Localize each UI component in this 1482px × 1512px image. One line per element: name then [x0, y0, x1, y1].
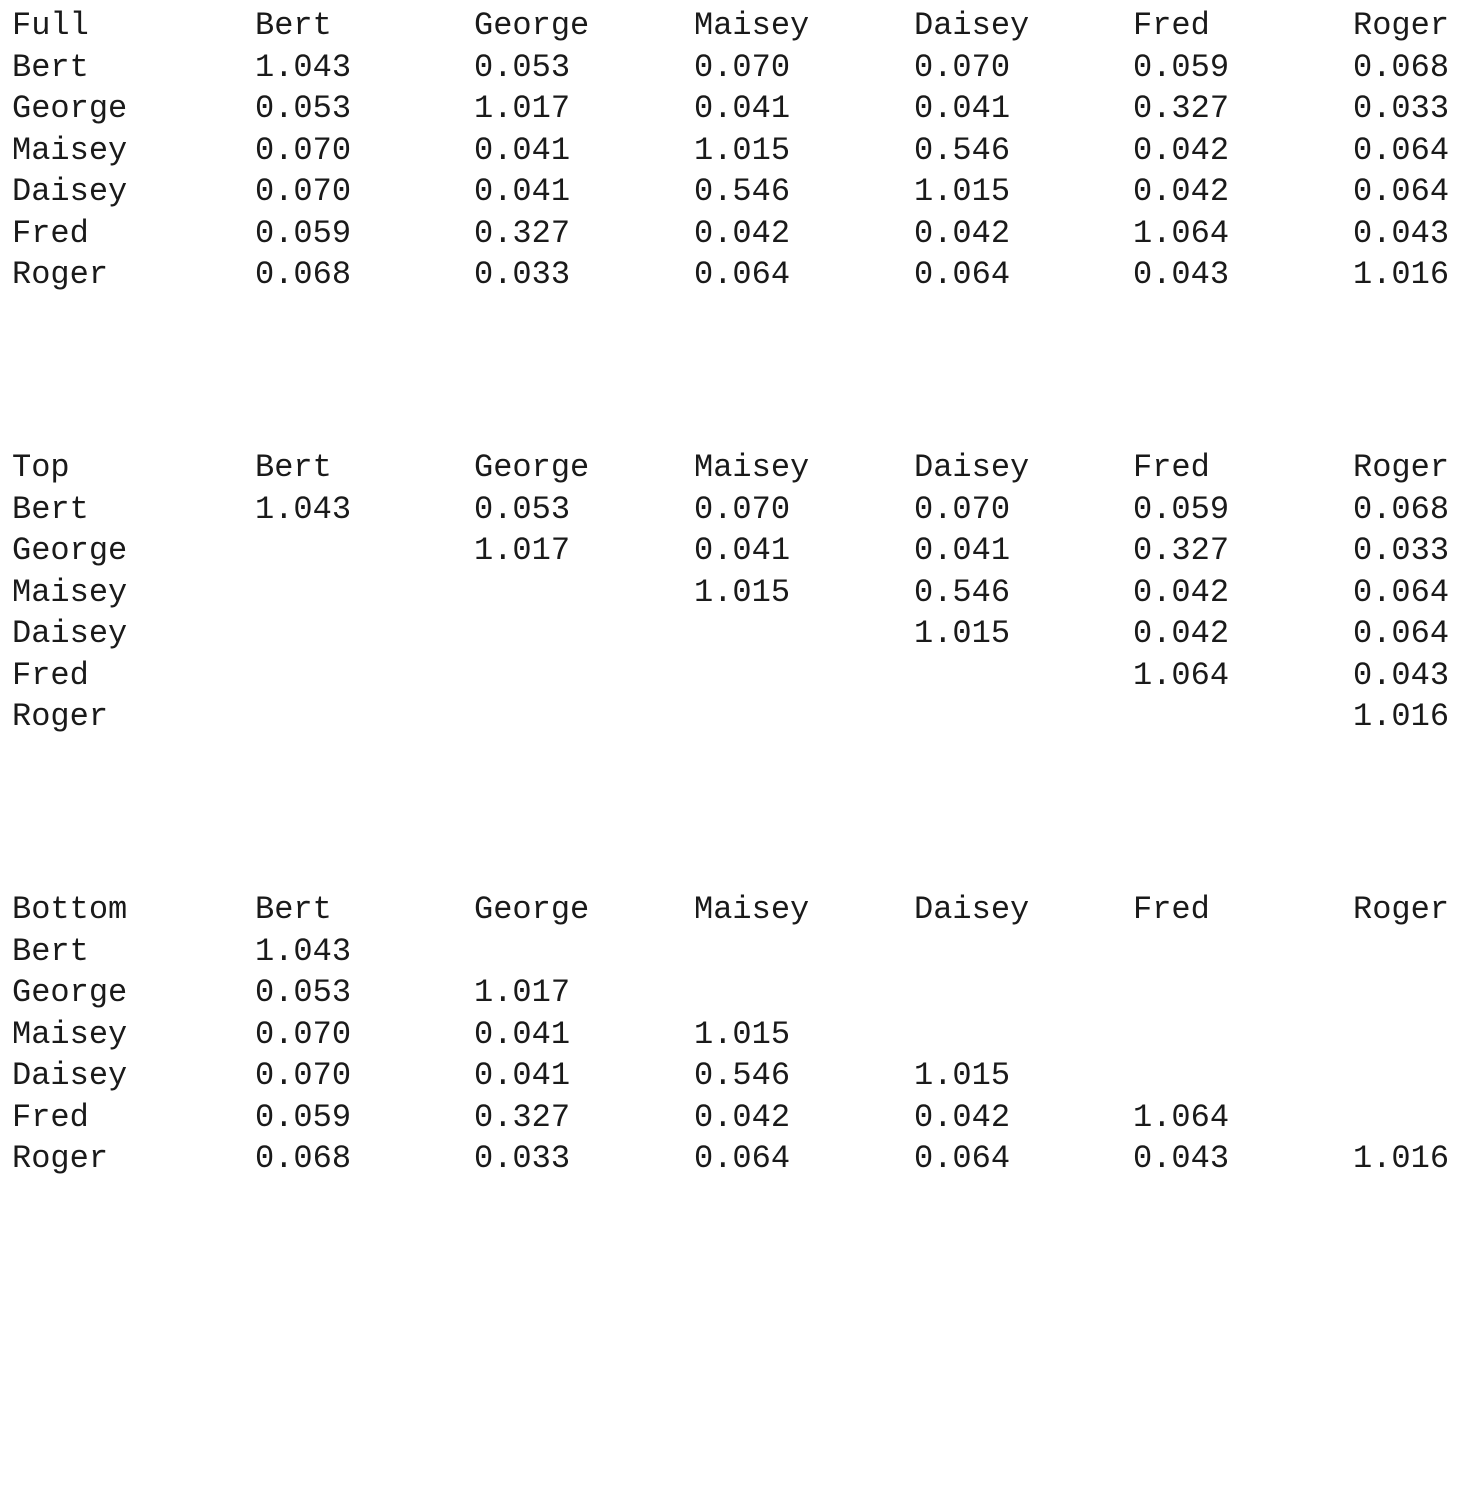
table-cell: 0.041	[474, 1057, 571, 1094]
table-cell: 0.064	[1353, 573, 1450, 611]
table-cell: 1.015	[914, 615, 1011, 652]
table-cell: 0.043	[1133, 1140, 1230, 1177]
table-cell: 0.070	[694, 48, 791, 86]
table-cell: 1.017	[474, 974, 571, 1011]
table-cell: 0.033	[474, 1140, 571, 1177]
table-cell: 0.041	[474, 173, 571, 210]
column-header: George	[474, 891, 590, 928]
table-cell: 0.042	[694, 214, 791, 252]
column-header: Bert	[255, 891, 332, 928]
table-cell: 0.546	[694, 173, 791, 210]
table-cell: 0.546	[914, 131, 1011, 169]
table-cell: 1.017	[474, 532, 571, 569]
table-cell: 0.043	[1133, 256, 1230, 293]
header-row	[12, 889, 1450, 931]
table-cell: 1.015	[694, 573, 791, 611]
table-cell: 1.015	[694, 131, 791, 169]
table-row	[12, 130, 1450, 172]
table-cell: 0.053	[255, 974, 352, 1011]
table-cell: 0.068	[255, 256, 352, 293]
table-cell: 0.059	[255, 1098, 352, 1136]
table-row	[12, 613, 1450, 655]
table-cell: 0.053	[474, 48, 571, 86]
table-cell: 0.070	[255, 1057, 352, 1094]
matrix-title: Full	[12, 7, 89, 44]
table-cell: 1.016	[1353, 256, 1450, 293]
row-label: Daisey	[12, 1057, 128, 1094]
table-cell: 1.043	[255, 932, 352, 970]
table-row	[12, 489, 1450, 531]
table-cell: 0.327	[1133, 532, 1230, 569]
table-cell: 0.546	[694, 1057, 791, 1094]
column-header: Maisey	[694, 891, 810, 928]
column-header: Bert	[255, 7, 332, 44]
table-cell: 0.042	[1133, 615, 1230, 652]
table-cell: 0.033	[474, 256, 571, 293]
table-cell: 0.064	[914, 1140, 1011, 1177]
table-cell: 0.070	[914, 490, 1011, 528]
table-cell: 0.070	[255, 1015, 352, 1053]
table-cell: 0.042	[694, 1098, 791, 1136]
row-label: Bert	[12, 48, 89, 86]
table-cell: 0.070	[694, 490, 791, 528]
table-cell: 0.059	[255, 214, 352, 252]
table-cell: 0.042	[914, 214, 1011, 252]
table-cell: 1.016	[1353, 698, 1450, 735]
table-cell: 0.070	[255, 131, 352, 169]
table-cell: 0.041	[914, 532, 1011, 569]
matrix-bottom	[12, 889, 1450, 1180]
column-header: George	[474, 7, 590, 44]
table-cell: 0.064	[694, 256, 791, 293]
table-cell: 0.033	[1353, 532, 1450, 569]
table-cell: 0.327	[474, 1098, 571, 1136]
table-cell: 0.042	[914, 1098, 1011, 1136]
table-cell: 1.064	[1133, 656, 1230, 694]
table-cell: 0.327	[1133, 90, 1230, 127]
table-cell: 0.064	[1353, 131, 1450, 169]
table-cell: 1.064	[1133, 214, 1230, 252]
table-row	[12, 88, 1450, 130]
table-cell: 1.017	[474, 90, 571, 127]
row-label: Daisey	[12, 173, 128, 210]
table-cell: 0.033	[1353, 90, 1450, 127]
table-cell: 0.064	[694, 1140, 791, 1177]
table-row	[12, 1138, 1450, 1180]
table-row	[12, 931, 352, 973]
table-row	[12, 1055, 1011, 1097]
header-row	[12, 447, 1450, 489]
column-header: Roger	[1353, 449, 1450, 486]
table-cell: 0.041	[474, 1015, 571, 1053]
row-label: Maisey	[12, 573, 128, 611]
column-header: Daisey	[914, 891, 1030, 928]
table-row	[12, 972, 571, 1014]
table-row	[12, 1097, 1230, 1139]
table-cell: 0.068	[1353, 490, 1450, 528]
row-label: Fred	[12, 214, 89, 252]
table-cell: 0.041	[914, 90, 1011, 127]
table-cell: 0.068	[255, 1140, 352, 1177]
table-row	[12, 171, 1450, 213]
table-row	[12, 655, 1450, 697]
table-cell: 1.043	[255, 490, 352, 528]
table-row	[12, 254, 1450, 296]
table-cell: 1.064	[1133, 1098, 1230, 1136]
table-cell: 0.043	[1353, 214, 1450, 252]
row-label: Fred	[12, 1098, 89, 1136]
column-header: Roger	[1353, 7, 1450, 44]
table-cell: 0.042	[1133, 173, 1230, 210]
table-cell: 0.546	[914, 573, 1011, 611]
row-label: George	[12, 974, 128, 1011]
table-cell: 0.070	[255, 173, 352, 210]
table-row	[12, 696, 1450, 738]
row-label: Roger	[12, 1140, 109, 1177]
column-header: Roger	[1353, 891, 1450, 928]
column-header: Maisey	[694, 7, 810, 44]
table-cell: 0.059	[1133, 48, 1230, 86]
row-label: Daisey	[12, 615, 128, 652]
row-label: Roger	[12, 698, 109, 735]
row-label: George	[12, 532, 128, 569]
table-cell: 1.043	[255, 48, 352, 86]
header-row	[12, 5, 1450, 47]
table-cell: 0.327	[474, 214, 571, 252]
table-row	[12, 530, 1450, 572]
table-row	[12, 47, 1450, 89]
table-cell: 0.064	[1353, 615, 1450, 652]
row-label: Roger	[12, 256, 109, 293]
table-row	[12, 213, 1450, 255]
table-cell: 0.070	[914, 48, 1011, 86]
table-cell: 0.064	[1353, 173, 1450, 210]
column-header: Fred	[1133, 449, 1210, 486]
matrix-title: Top	[12, 449, 70, 486]
column-header: Fred	[1133, 891, 1210, 928]
table-cell: 0.043	[1353, 656, 1450, 694]
column-header: Daisey	[914, 7, 1030, 44]
column-header: Bert	[255, 449, 332, 486]
column-header: George	[474, 449, 590, 486]
row-label: Bert	[12, 932, 89, 970]
matrix-top	[12, 447, 1450, 738]
matrix-full	[12, 5, 1450, 296]
table-cell: 1.015	[694, 1015, 791, 1053]
table-cell: 0.053	[255, 90, 352, 127]
row-label: Maisey	[12, 131, 128, 169]
table-cell: 0.059	[1133, 490, 1230, 528]
column-header: Maisey	[694, 449, 810, 486]
table-cell: 1.015	[914, 173, 1011, 210]
table-cell: 1.015	[914, 1057, 1011, 1094]
table-cell: 0.042	[1133, 131, 1230, 169]
table-cell: 0.041	[694, 532, 791, 569]
table-row	[12, 572, 1450, 614]
table-cell: 0.041	[694, 90, 791, 127]
table-cell: 0.041	[474, 131, 571, 169]
column-header: Daisey	[914, 449, 1030, 486]
column-header: Fred	[1133, 7, 1210, 44]
table-cell: 0.068	[1353, 48, 1450, 86]
table-cell: 0.042	[1133, 573, 1230, 611]
matrix-title: Bottom	[12, 891, 128, 928]
row-label: George	[12, 90, 128, 127]
table-cell: 0.053	[474, 490, 571, 528]
table-row	[12, 1014, 791, 1056]
table-cell: 0.064	[914, 256, 1011, 293]
row-label: Fred	[12, 656, 89, 694]
row-label: Bert	[12, 490, 89, 528]
table-cell: 1.016	[1353, 1140, 1450, 1177]
row-label: Maisey	[12, 1015, 128, 1053]
